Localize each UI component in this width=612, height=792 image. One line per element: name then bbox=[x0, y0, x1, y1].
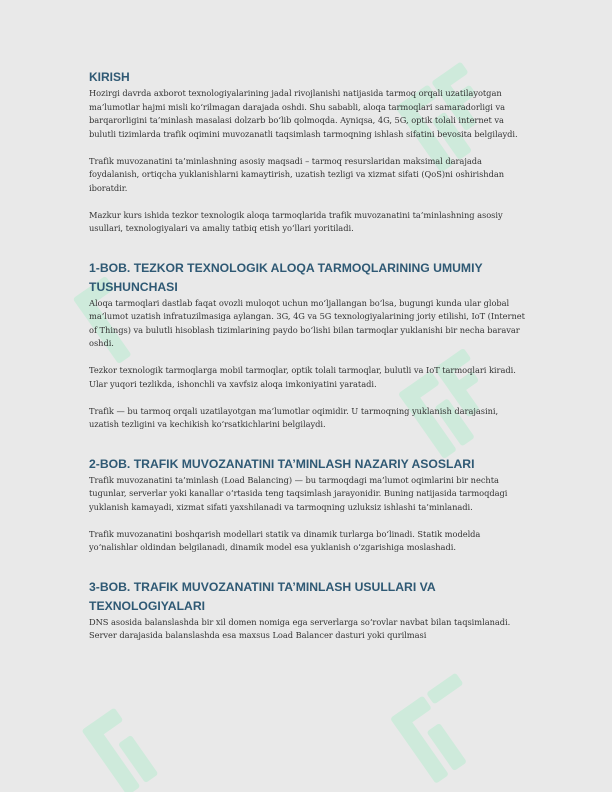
chapter3-paragraph-1: DNS asosida balanslashda bir xil domen nomiga ega serverlarga so‘rovlar navbat bilan taqsimlanadi. Server darajasida balanslashda esa maxsus Load Balancer dasturi yoki qurilmasi bbox=[89, 616, 511, 640]
watermark-logo-bottom-right bbox=[370, 650, 510, 790]
chapter1-paragraph-2: Tezkor texnologik tarmoqlarga mobil tarmoqlar, optik tolali tarmoqlar, bulutli va IoT tarmoqlari kiradi. Ular yuqori tezlikda, ishonchli va xavfsiz aloqa imkoniyatini yaratadi. bbox=[89, 365, 516, 389]
intro-paragraph-1: Hozirgi davrda axborot texnologiyalarining jadal rivojlanishi natijasida tarmoq orqali uzatilayotgan ma’lumotlar hajmi misli ko‘rilmagan darajada oshdi. Shu sababli, aloqa tarmoqlari samaradorligi va barqarorligini ta’minlash masalasi dolzarb bo‘lib qolmoqda. Ayniqsa, 4G, 5G, optik tolali internet va bulutli tizimlarda trafik oqimini muvozanatli taqsimlash tarmoqning ishlash sifatini bevosita belgilaydi. bbox=[89, 88, 518, 139]
watermark-logo-bottom-left bbox=[70, 680, 170, 792]
chapter1-heading: 1-BOB. TEZKOR TEXNOLOGIK ALOQA TARMOQLARINING UMUMIY TUSHUNCHASI bbox=[89, 260, 483, 294]
document-body bbox=[89, 70, 525, 643]
intro-paragraph-2: Trafik muvozanatini ta’minlashning asosiy maqsadi – tarmoq resurslaridan maksimal darajada foydalanish, ortiqcha yuklanishlarni kamaytirish, uzatish tezligi va xizmat sifati (QoS)ni oshirishdan iboratdir. bbox=[89, 155, 505, 193]
intro-paragraph-3: Mazkur kurs ishida tezkor texnologik aloqa tarmoqlarida trafik muvozanatini ta’minlashning asosiy usullari, texnologiyalari va amaliy tatbiq etish yo‘llari yoritiladi. bbox=[89, 209, 503, 233]
chapter1-paragraph-1: Aloqa tarmoqlari dastlab faqat ovozli muloqot uchun mo‘ljallangan bo‘lsa, bugungi kunda ular global ma’lumot uzatish infratuzilmasiga aylangan. 3G, 4G va 5G texnologiyalarining joriy etilishi, IoT (Internet of Things) va bulutli hisoblash tizimlarining paydo bo‘lishi bilan tarmoqlar yuklanishi bir necha baravar oshdi. bbox=[89, 297, 525, 348]
chapter2-paragraph-2: Trafik muvozanatini boshqarish modellari statik va dinamik turlarga bo‘linadi. Statik modelda yo‘nalishlar oldindan belgilanadi, dinamik model esa yuklanish o‘zgarishiga moslashadi. bbox=[89, 528, 481, 552]
chapter3-heading: 3-BOB. TRAFIK MUVOZANATINI TA’MINLASH USULLARI VA TEXNOLOGIYALARI bbox=[89, 579, 436, 613]
chapter2-heading: 2-BOB. TRAFIK MUVOZANATINI TA’MINLASH NAZARIY ASOSLARI bbox=[89, 456, 475, 471]
chapter2-paragraph-1: Trafik muvozanatini ta’minlash (Load Balancing) — bu tarmoqdagi ma’lumot oqimlarini bir nechta tugunlar, serverlar yoki kanallar o‘rtasida teng taqsimlash jarayonidir. Buning natijasida tarmoqdagi yuklanish kamayadi, xizmat sifati yaxshilanadi va tarmoqning uzluksiz ishlashi ta’minlanadi. bbox=[89, 474, 508, 512]
intro-heading: KIRISH bbox=[89, 70, 130, 84]
chapter1-paragraph-3: Trafik — bu tarmoq orqali uzatilayotgan ma’lumotlar oqimidir. U tarmoqning yuklanish darajasini, uzatish tezligini va kechikish ko‘rsatkichlarini belgilaydi. bbox=[89, 405, 499, 429]
